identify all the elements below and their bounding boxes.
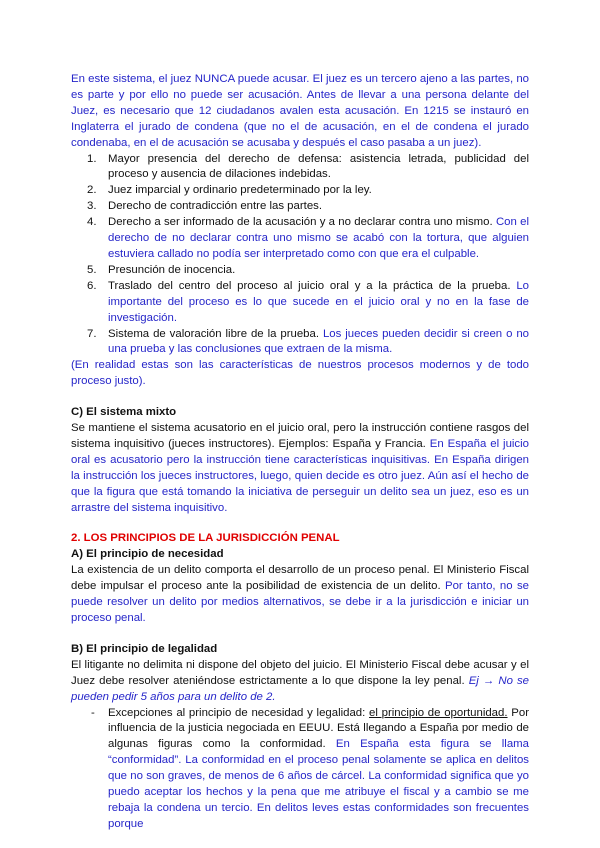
exception-text: Excepciones al principio de necesidad y legalidad: — [108, 706, 366, 719]
oportunidad-underlined: el principio de oportunidad. — [369, 706, 508, 719]
list-closing-note: (En realidad estas son las características de nuestros procesos modernos y de todo proceso justo). — [71, 359, 529, 388]
legalidad-paragraph — [71, 658, 529, 706]
list-text: Sistema de valoración libre de la prueba. — [108, 327, 319, 340]
characteristics-list — [71, 152, 529, 359]
list-number: 1. — [87, 152, 97, 165]
subheading-necesidad: A) El principio de necesidad — [71, 548, 224, 561]
list-item — [71, 152, 529, 184]
list-text: Mayor presencia del derecho de defensa: asistencia letrada, publicidad del proceso y ausencia de dilaciones indebidas. — [108, 152, 529, 181]
mixto-paragraph — [71, 421, 529, 516]
list-text: Derecho de contradicción entre las partes. — [108, 200, 323, 213]
list-text: Derecho a ser informado de la acusación y a no declarar contra uno mismo. — [108, 216, 493, 229]
list-number: 3. — [87, 200, 97, 213]
exception-text-post: Por influencia de la justicia negociada en EEUU. Está llegando a España por medio de algunas figuras como la conformidad. — [108, 706, 529, 751]
list-number: 4. — [87, 216, 97, 229]
list-item — [71, 199, 529, 215]
legalidad-text: El litigante no delimita ni dispone del objeto del juicio. El Ministerio Fiscal debe acusar y el Juez debe resolver ateniéndose estrictamente a lo que dispone la ley penal. — [71, 658, 529, 687]
list-item — [71, 327, 529, 359]
exceptions-list — [71, 706, 529, 833]
list-number: 2. — [87, 184, 97, 197]
list-note-blue: Lo importante del proceso es lo que sucede en el juicio oral y no en la fase de investigación. — [108, 279, 529, 324]
mixto-text: Se mantiene el sistema acusatorio en el juicio oral, pero la instrucción contiene rasgos del sistema inquisitivo (jueces instructores). Ejemplos: España y Francia. — [71, 422, 529, 450]
list-item — [71, 279, 529, 327]
list-number: 5. — [87, 263, 97, 276]
list-item — [71, 263, 529, 279]
subheading-legalidad: B) El principio de legalidad — [71, 642, 218, 655]
dash-bullet: - — [91, 706, 95, 719]
list-note-blue: Los jueces pueden decidir si creen o no una prueba y las conclusiones que extraen de la misma. — [108, 327, 530, 356]
legalidad-example-blue: Ej → No se pueden pedir 5 años para un delito de 2. — [71, 674, 530, 703]
list-text: Presunción de inocencia. — [108, 263, 236, 276]
necesidad-text: La existencia de un delito comporta el desarrollo de un proceso penal. El Ministerio Fiscal debe impulsar el proceso ante la posibilidad de existencia de un delito. — [71, 564, 529, 593]
section-heading-principios: 2. LOS PRINCIPIOS DE LA JURISDICCIÓN PENAL — [71, 532, 340, 545]
list-note-blue: Con el derecho de no declarar contra uno mismo se acabó con la tortura, que alguien estuviera callado no podía ser interpretado como con que era el culpable. — [108, 216, 529, 260]
list-item — [71, 183, 529, 199]
section-heading-mixto: C) El sistema mixto — [71, 406, 177, 419]
list-text: Juez imparcial y ordinario predeterminado por la ley. — [108, 184, 372, 197]
list-text: Traslado del centro del proceso al juicio oral y a la práctica de la prueba. — [108, 279, 511, 292]
list-number: 6. — [87, 279, 97, 292]
document-content — [71, 72, 529, 833]
exception-note-blue: En España esta figura se llama “conformidad”. La conformidad en el proceso penal solamente se aplica en delitos que no son graves, de menos de 6 años de cárcel. La conformidad significa que yo puedo aceptar los hechos y la pena que me atribuye el fiscal y a cambio se me rebaja la condena un tercio. En delitos leves estas conformidades son frecuentes porque — [108, 738, 529, 830]
intro-paragraph: En este sistema, el juez NUNCA puede acusar. El juez es un tercero ajeno a las partes, no es parte y por ello no puede ser acusación. Antes de llevar a una persona delante del Juez, es necesario que 12 ciudadanos avalen esta acusación. En 1215 se instauró en Inglaterra el jurado de condena (que no el de acusación, en el de condena el jurado condenaba, en el de acusación se acusaba y después el caso pasaba a un juez). — [71, 73, 529, 149]
necesidad-paragraph — [71, 563, 529, 627]
list-item — [71, 215, 529, 263]
list-number: 7. — [87, 327, 97, 340]
necesidad-note-blue: Por tanto, no se puede resolver un delito por medios alternativos, se debe ir a la jurisdicción e iniciar un proceso penal. — [71, 580, 529, 624]
list-item — [71, 706, 529, 833]
mixto-note-blue: En España el juicio oral es acusatorio pero la instrucción tiene características inquisitivas. En España dirigen la instrucción los jueces instructores, luego, quien decide es otro juez. Aún así el hecho de que la figura que está tomando la iniciativa de perseguir un delito sea un juez, eso es un arrastre del sistema inquisitivo. — [71, 437, 529, 514]
